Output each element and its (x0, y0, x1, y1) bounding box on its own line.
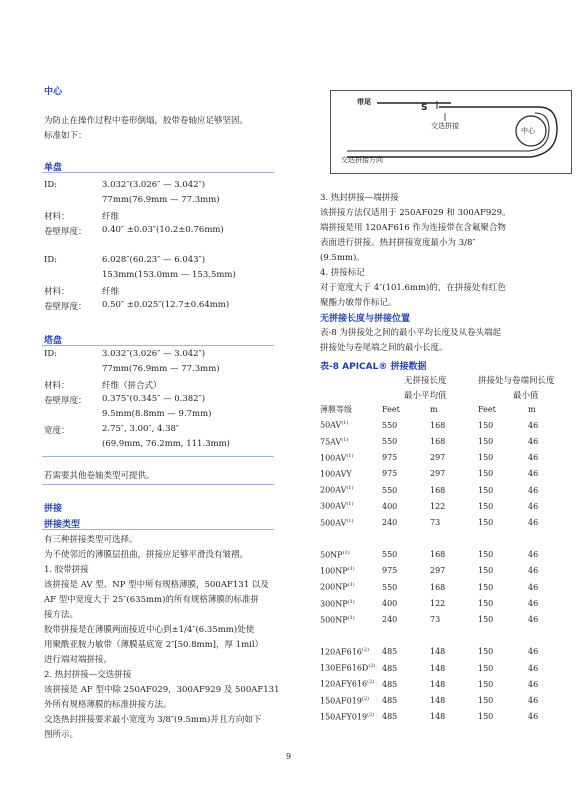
grade-name: 500AV (320, 518, 347, 528)
splice-position-line-1: 表-8 为拼接处之间的最小平均长度及从卷头端起 (320, 328, 501, 338)
spec-value: 153mm(153.0mm — 153.5mm) (102, 270, 236, 280)
page-number: 9 (286, 752, 292, 761)
spec-value: 纤维 (102, 212, 120, 222)
unit-header: m (528, 404, 536, 414)
value-cell: 46 (528, 550, 539, 560)
grade-name: 150AFY019 (320, 712, 368, 722)
table-row (320, 514, 566, 530)
table-row (320, 611, 566, 627)
value-cell: 73 (430, 615, 441, 625)
value-cell: 46 (528, 615, 539, 625)
value-cell: 168 (430, 582, 446, 592)
value-cell: 150 (478, 566, 494, 576)
table-row (320, 433, 566, 449)
value-cell: 73 (430, 517, 441, 527)
spec-label: ID: (44, 255, 58, 265)
value-cell: 150 (478, 469, 494, 479)
splice-text-line: 1. 胶带拼接 (44, 565, 89, 575)
splice-text-line: 该拼接是 AV 型、NP 型中所有规格薄膜，500AF131 以及 (44, 580, 269, 590)
value-cell: 150 (478, 598, 494, 608)
value-cell: 550 (382, 550, 398, 560)
table-row (320, 417, 566, 433)
spec-value: 77mm(76.9mm — 77.3mm) (102, 195, 220, 205)
right-text-line: (9.5mm)。 (320, 253, 365, 263)
table-row (320, 482, 566, 498)
grade-name: 120AFY616 (320, 680, 368, 690)
value-cell: 150 (478, 501, 494, 511)
value-cell: 975 (382, 453, 398, 463)
splice-position-heading: 无拼接长度与拼接位置 (320, 314, 411, 324)
grade-cell (320, 660, 382, 676)
grade-name: 50NP (320, 550, 343, 560)
grade-name: 150AF019 (320, 696, 362, 706)
grade-name: 100NP (320, 566, 348, 576)
no-splice-length-header: 无拼接长度 (404, 376, 447, 386)
right-text-line: 端拼接是用 120AF616 作为连接带在含氟聚合物 (320, 223, 506, 233)
value-cell: 240 (382, 615, 398, 625)
value-cell: 150 (478, 663, 494, 673)
grade-cell (320, 611, 382, 627)
splice-text-line: 用聚酰亚胺力敏带（薄膜基底宽 2″[50.8mm]，厚 1mil） (44, 640, 264, 650)
value-cell: 46 (528, 420, 539, 430)
grade-footnote: (1) (342, 549, 350, 556)
s-label: S (421, 103, 428, 113)
value-cell: 485 (382, 647, 398, 657)
core-intro-line-1: 为防止在操作过程中卷形倒塌，胶带卷轴应足够坚固。 (44, 116, 249, 126)
grade-name: 75AV (320, 437, 342, 447)
spec-value: (69.9mm, 76.2mm, 111.3mm) (102, 439, 230, 449)
value-cell: 150 (478, 550, 494, 560)
spec-value: 3.032″(3.026″ — 3.042″) (102, 180, 206, 190)
spec-label: ID: (44, 349, 58, 359)
value-cell: 148 (430, 712, 446, 722)
value-cell: 46 (528, 647, 539, 657)
table-row (320, 563, 566, 579)
grade-header: 薄膜等级 (320, 404, 352, 414)
table-row (320, 547, 566, 563)
value-cell: 46 (528, 485, 539, 495)
grade-cell (320, 563, 382, 579)
value-cell: 550 (382, 436, 398, 446)
right-text-line: 该拼接方法仅适用于 250AF029 和 300AF929。 (320, 208, 511, 218)
value-cell: 168 (430, 420, 446, 430)
value-cell: 150 (478, 582, 494, 592)
value-cell: 46 (528, 469, 539, 479)
value-cell: 168 (430, 550, 446, 560)
value-cell: 46 (528, 712, 539, 722)
value-cell: 46 (528, 582, 539, 592)
splice-end-length-header: 拼接处与卷端间长度 (478, 376, 555, 386)
value-cell: 150 (478, 679, 494, 689)
value-cell: 46 (528, 501, 539, 511)
spec-value: 6.028″(60.23″ — 6.043″) (102, 255, 206, 265)
right-text-line: 3. 热封拼接—端拼接 (320, 193, 399, 203)
core-intro-line-2: 标准如下： (44, 131, 87, 141)
grade-footnote: (2) (361, 647, 369, 654)
splice-text-line: 该拼接是 AF 型中除 250AF029，300AF929 及 500AF131 (44, 685, 280, 695)
value-cell: 150 (478, 420, 494, 430)
spec-value: 纤维 (102, 287, 120, 297)
splice-types-heading: 拼接类型 (44, 520, 81, 530)
value-cell: 150 (478, 647, 494, 657)
splice-text-line: 外所有规格薄膜的标准拼接方法。 (44, 700, 172, 710)
grade-footnote: (1) (341, 420, 349, 427)
value-cell: 46 (528, 695, 539, 705)
table-row (320, 595, 566, 611)
spec-label: 材料： (44, 212, 70, 222)
value-cell: 550 (382, 485, 398, 495)
value-cell: 485 (382, 679, 398, 689)
grade-cell (320, 417, 382, 433)
value-cell: 150 (478, 453, 494, 463)
splice-heading: 拼接 (44, 504, 63, 514)
tail-label: 带尾 (357, 97, 371, 106)
spec-value: 0.40″ ±0.03″(10.2±0.76mm) (102, 225, 224, 235)
splice-data-table (320, 401, 566, 725)
value-cell: 150 (478, 485, 494, 495)
grade-footnote: (1) (346, 501, 354, 508)
value-cell: 168 (430, 436, 446, 446)
no-splice-length-subheader: 最小平均值 (404, 391, 447, 401)
single-plate-rule (42, 172, 274, 173)
value-cell: 122 (430, 501, 446, 511)
spec-label: 卷壁厚度： (44, 227, 87, 237)
spec-label: 卷壁厚度： (44, 396, 87, 406)
splice-end-length-subheader: 最小值 (513, 391, 539, 401)
table-title: 表-8 APICAL® 拼接数据 (320, 362, 427, 372)
grade-footnote: (1) (346, 517, 354, 524)
grade-cell (320, 498, 382, 514)
value-cell: 975 (382, 469, 398, 479)
value-cell: 148 (430, 679, 446, 689)
grade-footnote: (2) (361, 695, 369, 702)
tower-plate-bottom-rule (42, 456, 274, 457)
grade-name: 120AF616 (320, 647, 362, 657)
spec-value: 0.50″ ±0.025″(12.7±0.64mm) (102, 300, 230, 310)
grade-name: 200NP (320, 582, 348, 592)
grade-footnote: (2) (367, 679, 375, 686)
splice-text-line: 进行端对端拼接。 (44, 655, 113, 665)
grade-name: 50AV (320, 421, 342, 431)
overlap-splice-label: 交迭拼接 (431, 122, 459, 130)
grade-name: 100AVY (320, 469, 352, 479)
right-text-line: 4. 拼接标记 (320, 268, 365, 278)
right-text-line: 表面进行拼接。热封拼接宽度最小为 3/8″ (320, 238, 476, 248)
value-cell: 148 (430, 695, 446, 705)
splice-text-line: 为不使邻近的薄膜层扭曲，拼接应足够平滑没有皱褶。 (44, 550, 249, 560)
value-cell: 485 (382, 712, 398, 722)
splice-top-rule (42, 484, 274, 485)
splice-text-line: 有三种拼接类型可选择。 (44, 535, 138, 545)
value-cell: 122 (430, 598, 446, 608)
value-cell: 297 (430, 453, 446, 463)
table-row (320, 466, 566, 482)
splice-text-line: 胶带拼接是在薄膜两面接近中心到±1/4″(6.35mm)处使 (44, 625, 255, 635)
value-cell: 297 (430, 469, 446, 479)
spec-value: 纤维（拼合式） (102, 381, 162, 391)
table-row (320, 579, 566, 595)
spec-value: 3.032″(3.026″ — 3.042″) (102, 349, 206, 359)
grade-name: 500NP (320, 615, 348, 625)
value-cell: 148 (430, 647, 446, 657)
grade-footnote: (1) (341, 436, 349, 443)
value-cell: 400 (382, 598, 398, 608)
right-text-line: 聚酯力敏带作标记。 (320, 298, 397, 308)
value-cell: 168 (430, 485, 446, 495)
right-text-line: 对于宽度大于 4″(101.6mm)的，在拼接处有红色 (320, 283, 506, 293)
spec-label: ID: (44, 180, 58, 190)
value-cell: 150 (478, 436, 494, 446)
value-cell: 240 (382, 517, 398, 527)
grade-cell (320, 709, 382, 725)
spec-label: 卷壁厚度： (44, 302, 87, 312)
grade-footnote: (1) (347, 582, 355, 589)
value-cell: 150 (478, 695, 494, 705)
grade-footnote: (1) (347, 598, 355, 605)
single-plate-heading: 单盘 (44, 163, 63, 173)
value-cell: 46 (528, 566, 539, 576)
table-row (320, 676, 566, 692)
grade-footnote: (1) (346, 452, 354, 459)
value-cell: 297 (430, 566, 446, 576)
grade-cell (320, 547, 382, 563)
grade-cell (320, 514, 382, 530)
value-cell: 485 (382, 695, 398, 705)
splice-position-line-2: 拼接处与卷尾端之间的最小长度。 (320, 343, 448, 353)
spec-value: 77mm(76.9mm — 77.3mm) (102, 364, 220, 374)
value-cell: 400 (382, 501, 398, 511)
value-cell: 46 (528, 517, 539, 527)
overlap-splice-diagram (330, 90, 572, 174)
splice-text-line: 交迭热封拼接要求最小宽度为 3/8″(9.5mm)并且方向如下 (44, 715, 262, 725)
splice-types-rule (42, 529, 274, 530)
grade-name: 200AV (320, 485, 347, 495)
value-cell: 485 (382, 663, 398, 673)
value-cell: 150 (478, 615, 494, 625)
grade-footnote: (2) (367, 711, 375, 718)
core-heading: 中心 (44, 87, 63, 97)
core-label: 中心 (521, 127, 535, 135)
grade-cell (320, 466, 382, 482)
table-row (320, 450, 566, 466)
grade-footnote: (1) (347, 614, 355, 621)
value-cell: 46 (528, 679, 539, 689)
spacer-cell (320, 531, 566, 547)
table-row (320, 644, 566, 660)
spec-label: 材料： (44, 381, 70, 391)
value-cell: 148 (430, 663, 446, 673)
table-header-row (320, 401, 566, 417)
tower-plate-rule (42, 345, 274, 346)
table-row (320, 498, 566, 514)
grade-cell (320, 676, 382, 692)
table-row (320, 660, 566, 676)
value-cell: 975 (382, 566, 398, 576)
splice-text-line: 2. 热封拼接—交迭拼接 (44, 670, 132, 680)
grade-name: 130EF616D (320, 663, 369, 673)
unit-header: m (430, 404, 438, 414)
grade-footnote: (1) (346, 485, 354, 492)
grade-name: 300AV (320, 502, 347, 512)
value-cell: 150 (478, 712, 494, 722)
unit-header: Feet (478, 404, 496, 414)
spacer-cell (320, 628, 566, 644)
splice-text-line: AF 型中宽度大于 25″(635mm)的所有规格薄膜的标准拼 (44, 595, 259, 605)
tower-plate-heading: 塔盘 (44, 336, 63, 346)
value-cell: 46 (528, 453, 539, 463)
spec-label: 材料： (44, 287, 70, 297)
value-cell: 550 (382, 420, 398, 430)
grade-cell (320, 482, 382, 498)
value-cell: 150 (478, 517, 494, 527)
grade-footnote: (2) (368, 663, 376, 670)
grade-cell (320, 692, 382, 708)
value-cell: 46 (528, 663, 539, 673)
spec-label: 宽度： (44, 426, 70, 436)
splice-text-line: 接方法。 (44, 610, 79, 620)
value-cell: 550 (382, 582, 398, 592)
grade-cell (320, 450, 382, 466)
grade-cell (320, 433, 382, 449)
table-group-spacer (320, 628, 566, 644)
grade-cell (320, 644, 382, 660)
table-row (320, 692, 566, 708)
spec-value: 9.5mm(8.8mm — 9.7mm) (102, 409, 212, 419)
grade-cell (320, 595, 382, 611)
splice-direction-label: 交迭拼接方向 (341, 156, 383, 164)
table-row (320, 709, 566, 725)
grade-footnote: (1) (347, 566, 355, 573)
splice-text-line: 图所示。 (44, 730, 79, 740)
value-cell: 46 (528, 436, 539, 446)
table-group-spacer (320, 531, 566, 547)
value-cell: 46 (528, 598, 539, 608)
grade-name: 100AV (320, 453, 347, 463)
unit-header: Feet (382, 404, 400, 414)
other-core-note: 若需要其他卷轴类型可提供。 (44, 471, 155, 481)
spec-value: 2.75″, 3.00″, 4.38″ (102, 424, 180, 434)
spec-value: 0.375″(0.345″ — 0.382″) (102, 394, 206, 404)
grade-cell (320, 579, 382, 595)
grade-name: 300NP (320, 599, 348, 609)
